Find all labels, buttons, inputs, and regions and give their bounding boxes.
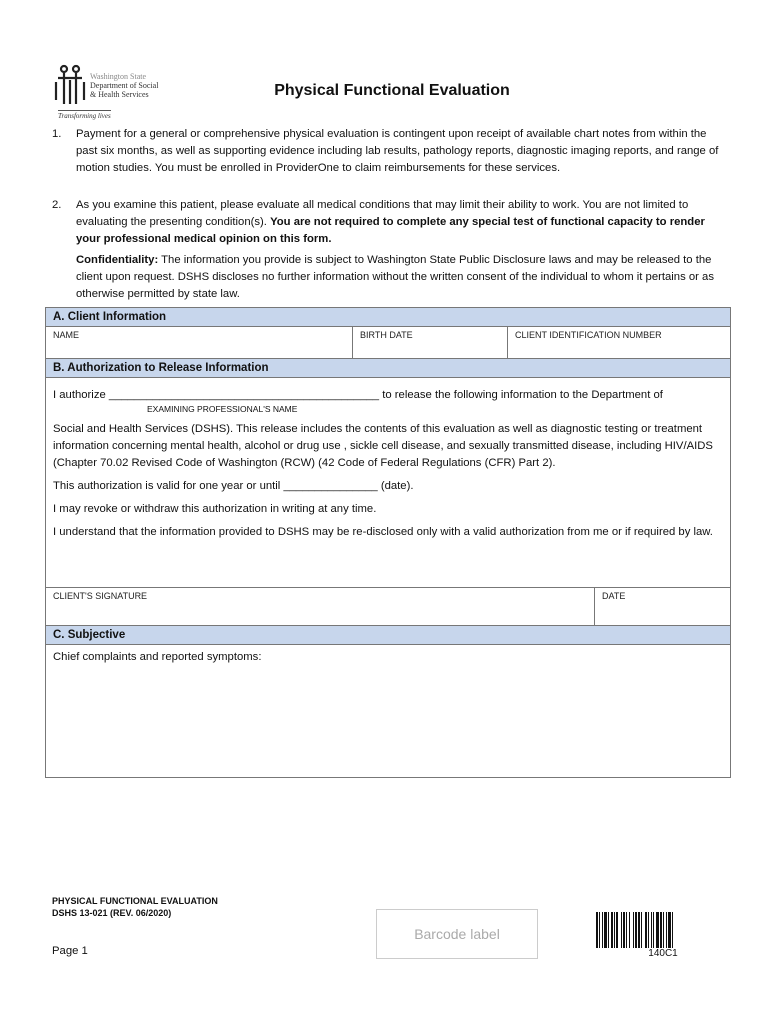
examiner-name-blank[interactable]: ___________________________________________ <box>108 389 380 401</box>
date-label: DATE <box>602 591 626 601</box>
signature-label: CLIENT'S SIGNATURE <box>53 591 148 601</box>
authorize-prefix: I authorize <box>53 389 106 401</box>
authorize-suffix: to release the following information to the Department of <box>382 389 663 401</box>
logo-line-2: Department of Social <box>90 81 159 90</box>
barcode-icon <box>596 912 730 948</box>
section-client-information <box>45 307 731 359</box>
barcode-label-box <box>376 909 538 959</box>
understand-text: I understand that the information provided to DSHS may be re-disclosed only with a valid authorization from me or if required by law. <box>53 526 713 538</box>
revoke-text: I may revoke or withdraw this authorization in writing at any time. <box>53 503 377 515</box>
birth-date-label: BIRTH DATE <box>360 330 413 340</box>
authorize-line <box>46 387 730 404</box>
instruction-text <box>76 197 724 248</box>
instruction-text: Payment for a general or comprehensive physical evaluation is contingent upon receipt of available chart notes from within the past six months, as well as supporting evidence including lab results, pathology reports, diagnostic imaging reports, and range of motion studies. You must be enrolled in ProviderOne to claim reimbursements for these services. <box>76 128 719 174</box>
client-id-label: CLIENT IDENTIFICATION NUMBER <box>515 330 662 340</box>
instruction-text-bold: You are not required to complete any special test of functional capacity to render your professional medical opinion on this form. <box>76 216 705 245</box>
logo-tagline: Transforming lives <box>58 112 111 120</box>
form-title: PHYSICAL FUNCTIONAL EVALUATION <box>52 896 218 906</box>
birth-date-field[interactable] <box>353 327 508 360</box>
confidentiality-notice <box>52 252 724 303</box>
name-label: NAME <box>53 330 80 340</box>
page-number: Page 1 <box>52 945 88 957</box>
client-id-field[interactable] <box>508 327 730 360</box>
section-b-heading: B. Authorization to Release Information <box>46 359 730 378</box>
release-text: Social and Health Services (DSHS). This release includes the contents of this evaluation as well as diagnostic testing or treatment information concerning mental health, alcohol or drug use , sickle cell disease, and sexually transmitted disease, including HIV/AIDS (Chapter 70.02 Revised Code of Washington (RCW) (42 Code of Federal Regulations (CFR) Part 2). <box>53 423 713 469</box>
instruction-text-plain: As you examine this patient, please evaluate all medical conditions that may limit their ability to work. You are not limited to evaluating the presenting condition(s). <box>76 199 689 228</box>
section-subjective <box>45 626 731 778</box>
barcode-label-text: Barcode label <box>414 926 500 942</box>
chief-complaints-prompt: Chief complaints and reported symptoms: <box>53 651 262 663</box>
logo-line-3: & Health Services <box>90 90 149 99</box>
instruction-item-1 <box>52 126 724 177</box>
logo-line-1: Washington State <box>90 72 147 81</box>
instruction-item-2 <box>52 197 724 248</box>
chief-complaints-field[interactable] <box>46 666 730 777</box>
form-number: DSHS 13-021 (REV. 06/2020) <box>52 908 172 918</box>
examiner-caption: EXAMINING PROFESSIONAL'S NAME <box>147 404 298 414</box>
section-a-heading: A. Client Information <box>46 308 730 327</box>
form-identification <box>52 895 218 919</box>
signature-date-field[interactable] <box>595 588 730 625</box>
valid-text: This authorization is valid for one year or until _______________ (date). <box>53 480 414 492</box>
item-number: 1. <box>52 128 62 140</box>
page-title: Physical Functional Evaluation <box>274 82 510 99</box>
signature-row <box>46 587 730 625</box>
confidentiality-text: The information you provide is subject to Washington State Public Disclosure laws and may be released to the client upon request. DSHS discloses no further information without the written consent of the individual to whom it pertains or as otherwise permitted by state law. <box>76 254 714 300</box>
client-signature-field[interactable] <box>46 588 595 625</box>
barcode-number: 140C1 <box>648 948 678 959</box>
item-number: 2. <box>52 199 62 211</box>
confidentiality-label: Confidentiality: <box>76 254 159 266</box>
section-authorization <box>45 359 731 626</box>
section-c-heading: C. Subjective <box>46 626 730 645</box>
name-field[interactable] <box>46 327 353 360</box>
